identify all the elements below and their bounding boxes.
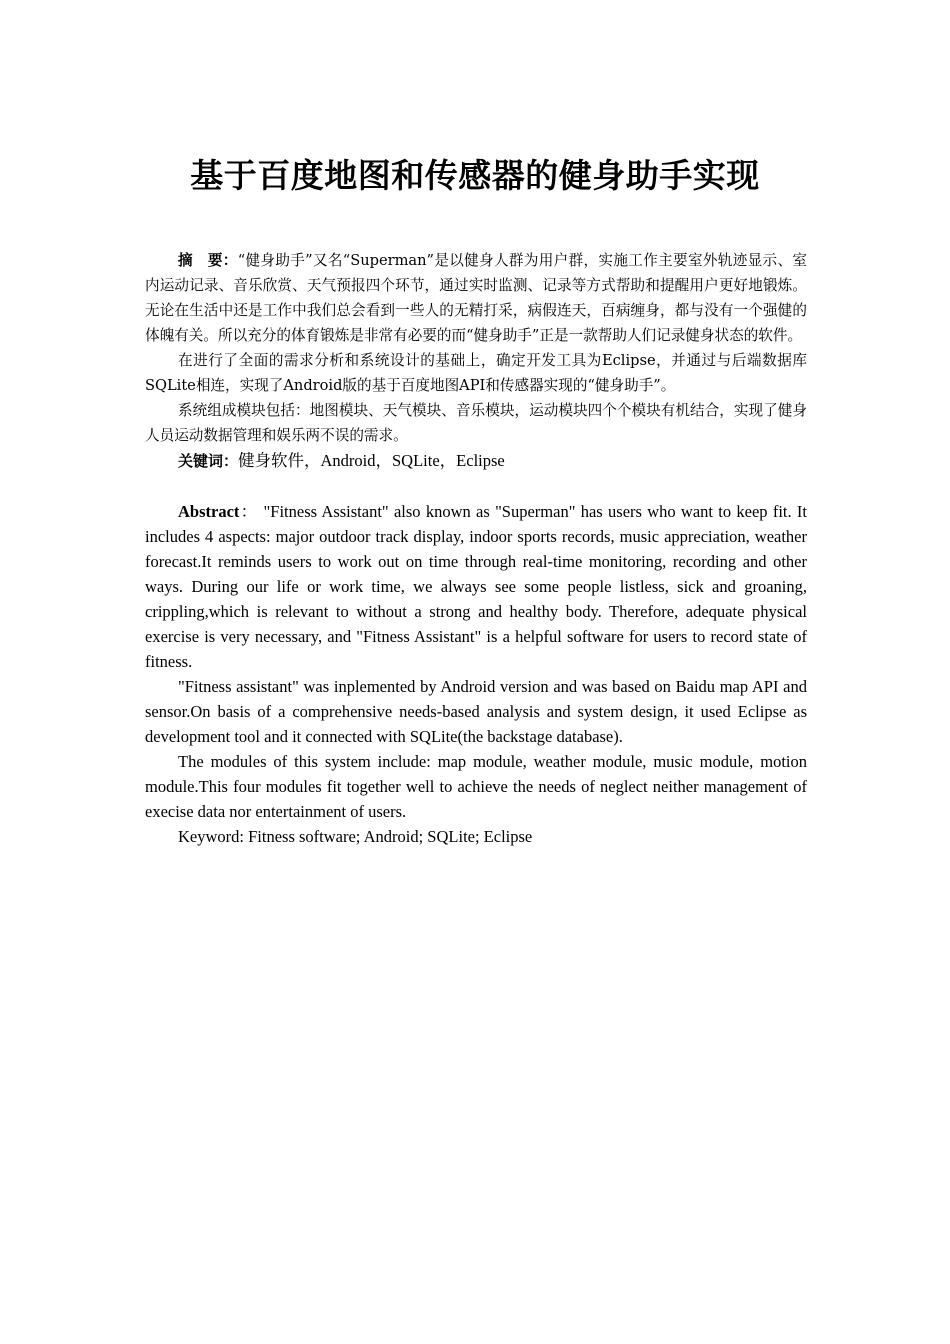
document-title: 基于百度地图和传感器的健身助手实现	[190, 156, 760, 195]
keywords-cn-value: 健身软件，Android，SQLite，Eclipse	[238, 451, 505, 470]
abstract-cn-text-1: “健身助手”又名“Superman”是以健身人群为用户群，实施工作主要室外轨迹显示、室内运动记录、音乐欣赏、天气预报四个环节，通过实时监测、记录等方式帮助和提醒用户更好地锻炼。无论在生活中还是工作中我们总会看到一些人的无精打采，病假连天，百病缠身，都与没有一个强健的体魄有关。所以充分的体育锻炼是非常有必要的而“健身助手”正是一款帮助人们记录健身状态的软件。	[145, 252, 807, 344]
abstract-cn-paragraph-2: 在进行了全面的需求分析和系统设计的基础上，确定开发工具为Eclipse，并通过与后端数据库SQLite相连，实现了Android版的基于百度地图API和传感器实现的“健身助手”。	[145, 352, 807, 394]
keywords-cn-label: 关键词：	[178, 452, 239, 470]
abstract-en-paragraph-1	[145, 499, 807, 674]
abstract-cn-paragraph-3: 系统组成模块包括：地图模块、天气模块、音乐模块，运动模块四个个模块有机结合，实现了健身人员运动数据管理和娱乐两不误的需求。	[145, 402, 807, 444]
abstract-en-paragraph-2: "Fitness assistant" was inplemented by Android version and was based on Baidu map API and sensor.On basis of a comprehensive needs-based analysis and system design, it used Eclipse as development tool and it connected with SQLite(the backstage database).	[145, 677, 807, 746]
section-spacer	[145, 474, 807, 499]
keywords-en	[145, 824, 807, 849]
abstract-cn-label: 摘 要：	[178, 252, 238, 269]
keywords-en-label: Keyword	[178, 827, 240, 846]
abstract-cn-paragraph-1	[145, 248, 807, 348]
abstract-en-label-sep: ：	[239, 502, 259, 521]
abstract-en-label: Abstract	[178, 502, 240, 521]
keywords-cn	[145, 448, 807, 474]
abstract-section	[145, 248, 807, 849]
keywords-en-value: : Fitness software; Android; SQLite; Eclipse	[239, 827, 533, 846]
abstract-en-text-1: "Fitness Assistant" also known as "Superman" has users who want to keep fit. It includes 4 aspects: major outdoor track display, indoor sports records, music appreciation, weather forecast.It reminds users to work out on time through real-time monitoring, recording and other ways. During our life or work time, we always see some people listless, sick and groaning, crippling,which is relevant to without a strong and healthy body. Therefore, adequate physical exercise is very necessary, and "Fitness Assistant" is a helpful software for users to record state of fitness.	[145, 502, 808, 671]
abstract-en-paragraph-3: The modules of this system include: map module, weather module, music module, motion module.This four modules fit together well to achieve the needs of neglect neither management of execise data nor entertainment of users.	[145, 752, 807, 821]
